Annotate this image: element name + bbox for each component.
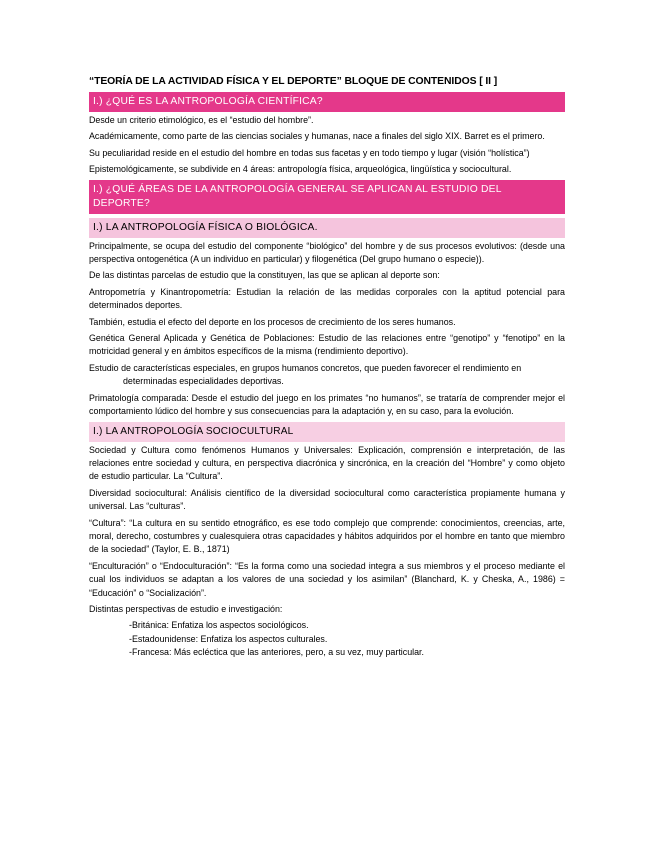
paragraph: Diversidad sociocultural: Análisis científico de la diversidad sociocultural como característica propiamente humana y universal. Las “culturas”.	[89, 487, 565, 512]
paragraph: De las distintas parcelas de estudio que la constituyen, las que se aplican al deporte son:	[89, 270, 440, 281]
paragraph: Sociedad y Cultura como fenómenos Humanos y Universales: Explicación, comprensión e interpretación, de las relaciones entre sociedad y cultura, en perspectiva diacrónica y sincrónica, en la creación del “Hombre” y como objeto de estudio particular. La “Cultura”.	[89, 444, 565, 482]
perspectives-list	[89, 619, 565, 659]
hanging-paragraph	[89, 362, 565, 389]
hanging-first-line: Estudio de características especiales, en grupos humanos concretos, que pueden favorecer el rendimiento en	[89, 362, 522, 373]
paragraph: “Enculturación” o “Endoculturación”: “Es la forma como una sociedad integra a sus miembros y el proceso mediante el cual los individuos se adaptan a los valores de una sociedad y los asimilan” (Blanchard, K. y Cheska, A., 1986) = “Educación” o “Socialización”.	[89, 560, 565, 598]
paragraph: Genética General Aplicada y Genética de Poblaciones: Estudio de las relaciones entre “genotipo” y “fenotipo” en la motricidad general y en ámbitos específicos de la misma (rendimiento deportivo).	[89, 333, 565, 357]
section-heading-antropologia-cientifica: I.) ¿QUÉ ES LA ANTROPOLOGÍA CIENTÍFICA?	[89, 92, 565, 112]
list-item: -Francesa: Más ecléctica que las anteriores, pero, a su vez, muy particular.	[129, 646, 424, 657]
paragraph: Principalmente, se ocupa del estudio del componente “biológico” del hombre y de sus procesos evolutivos: (desde una perspectiva ontogenética (A un individuo en particular) y filogenética (Del grupo humano o especie)).	[89, 240, 565, 265]
section-heading-areas-antropologia: I.) ¿QUÉ ÁREAS DE LA ANTROPOLOGÍA GENERAL SE APLICAN AL ESTUDIO DEL DEPORTE?	[89, 180, 565, 214]
paragraph: Académicamente, como parte de las ciencias sociales y humanas, nace a finales del siglo XIX. Barret es el primero.	[89, 131, 545, 142]
paragraph: Epistemológicamente, se subdivide en 4 áreas: antropología física, arqueológica, lingüística y sociocultural.	[89, 164, 512, 175]
paragraph: También, estudia el efecto del deporte en los procesos de crecimiento de los seres humanos.	[89, 316, 456, 327]
list-item: -Estadounidense: Enfatiza los aspectos culturales.	[129, 633, 328, 644]
subsection-heading-antropologia-sociocultural: I.) LA ANTROPOLOGÍA SOCIOCULTURAL	[89, 422, 565, 442]
paragraph: “Cultura”: “La cultura en su sentido etnográfico, es ese todo complejo que comprende: conocimientos, creencias, arte, moral, derecho, costumbres y cualesquiera otras capacidades y hábitos adquiridos por el hombre en tanto que miembro de la sociedad” (Taylor, E. B., 1871)	[89, 517, 565, 555]
paragraph: Primatología comparada: Desde el estudio del juego en los primates “no humanos”, se trataría de comprender mejor el comportamiento lúdico del hombre y sus consecuencias para la adaptación y, en su caso, para la evolución.	[89, 392, 565, 417]
list-item: -Británica: Enfatiza los aspectos sociológicos.	[129, 620, 309, 631]
paragraph: Su peculiaridad reside en el estudio del hombre en todas sus facetas y en todo tiempo y lugar (visión “holística”)	[89, 147, 530, 158]
document-page	[89, 76, 565, 659]
hanging-continuation: determinadas especialidades deportivas.	[123, 376, 284, 387]
paragraph: Antropometría y Kinantropometría: Estudian la relación de las medidas corporales con la aptitud potencial para determinados deportes.	[89, 286, 565, 311]
subsection-heading-antropologia-fisica: I.) LA ANTROPOLOGÍA FÍSICA O BIOLÓGICA.	[89, 218, 565, 238]
paragraph: Desde un criterio etimológico, es el “estudio del hombre”.	[89, 115, 314, 125]
paragraph: Distintas perspectivas de estudio e investigación:	[89, 603, 283, 614]
document-title: “TEORÍA DE LA ACTIVIDAD FÍSICA Y EL DEPORTE” BLOQUE DE CONTENIDOS [ II ]	[89, 76, 498, 87]
